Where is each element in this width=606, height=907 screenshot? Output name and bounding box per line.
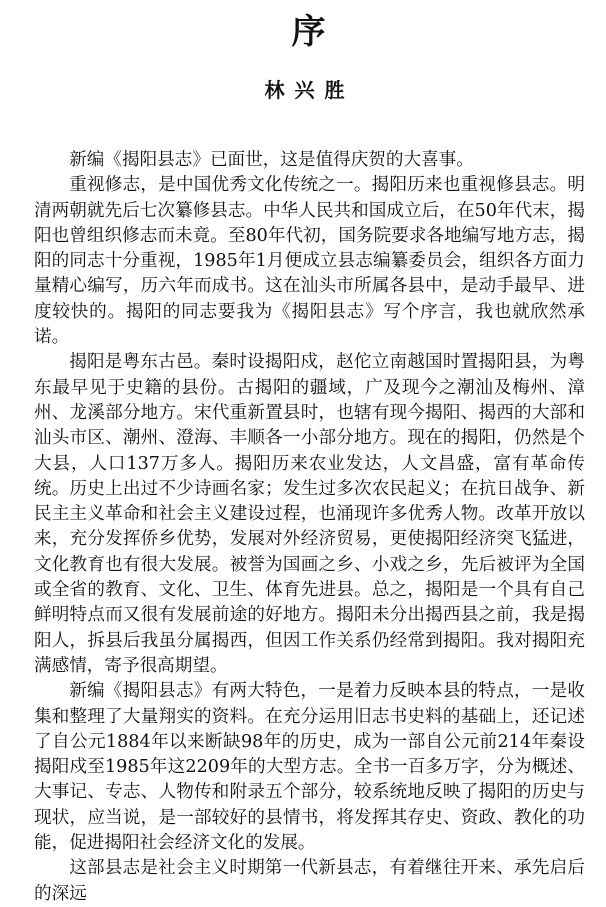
author-name: 林兴胜: [264, 78, 355, 102]
paragraph: 揭阳是粤东古邑。秦时设揭阳戍，赵佗立南越国时置揭阳县，为粤东最早见于史籍的县份。古揭阳的疆域，广及现今之潮汕及梅州、漳州、龙溪部分地方。宋代重新置县时，也辖有现今揭阳、揭西的大部和汕头市区、潮州、澄海、丰顺各一小部分地方。现在的揭阳，仍然是个大县，人口137万多人。揭阳历来农业发达，人文昌盛，富有革命传统。历史上出过不少诗画名家；发生过多次农民起义；在抗日战争、新民主主义革命和社会主义建设过程，也涌现许多优秀人物。改革开放以来，充分发挥侨乡优势，发展对外经济贸易，更使揭阳经济突飞猛进，文化教育也有很大发展。被誉为国画之乡、小戏之乡，先后被评为全国或全省的教育、文化、卫生、体育先进县。总之，揭阳是一个具有自己鲜明特点而又很有发展前途的好地方。揭阳未分出揭西县之前，我是揭阳人，拆县后我虽分属揭西，但因工作关系仍经常到揭阳。我对揭阳充满感情，寄予很高期望。: [34, 352, 585, 676]
paragraph: 这部县志是社会主义时期第一代新县志，有着继往开来、承先启后的深远: [34, 858, 585, 904]
paragraph: 重视修志，是中国优秀文化传统之一。揭阳历来也重视修县志。明清两朝就先后七次纂修县志。中华人民共和国成立后，在50年代末，揭阳也曾组织修志而未竟。至80年代初，国务院要求各地编写地方志，揭阳的同志十分重视，1985年1月便成立县志编纂委员会，组织各方面力量精心编写，历六年而成书。这在汕头市所属各县中，是动手最早、进度较快的。揭阳的同志要我为《揭阳县志》写个序言，我也就欣然承诺。: [34, 175, 585, 348]
paragraph: 新编《揭阳县志》有两大特色，一是着力反映本县的特点，一是收集和整理了大量翔实的资料。在充分运用旧志书史料的基础上，还记述了自公元1884年以来断缺98年的历史，成为一部自公元前214年秦设揭阳戍至1985年这2209年的大型方志。全书一百多万字，分为概述、大事记、专志、人物传和附录五个部分，较系统地反映了揭阳的历史与现状，应当说，是一部较好的县情书，将发挥其存史、资政、教化的功能，促进揭阳社会经济文化的发展。: [34, 681, 585, 854]
page-title: 序: [291, 12, 328, 52]
body-text: [34, 148, 585, 907]
paragraph: 新编《揭阳县志》已面世，这是值得庆贺的大喜事。: [69, 150, 474, 170]
